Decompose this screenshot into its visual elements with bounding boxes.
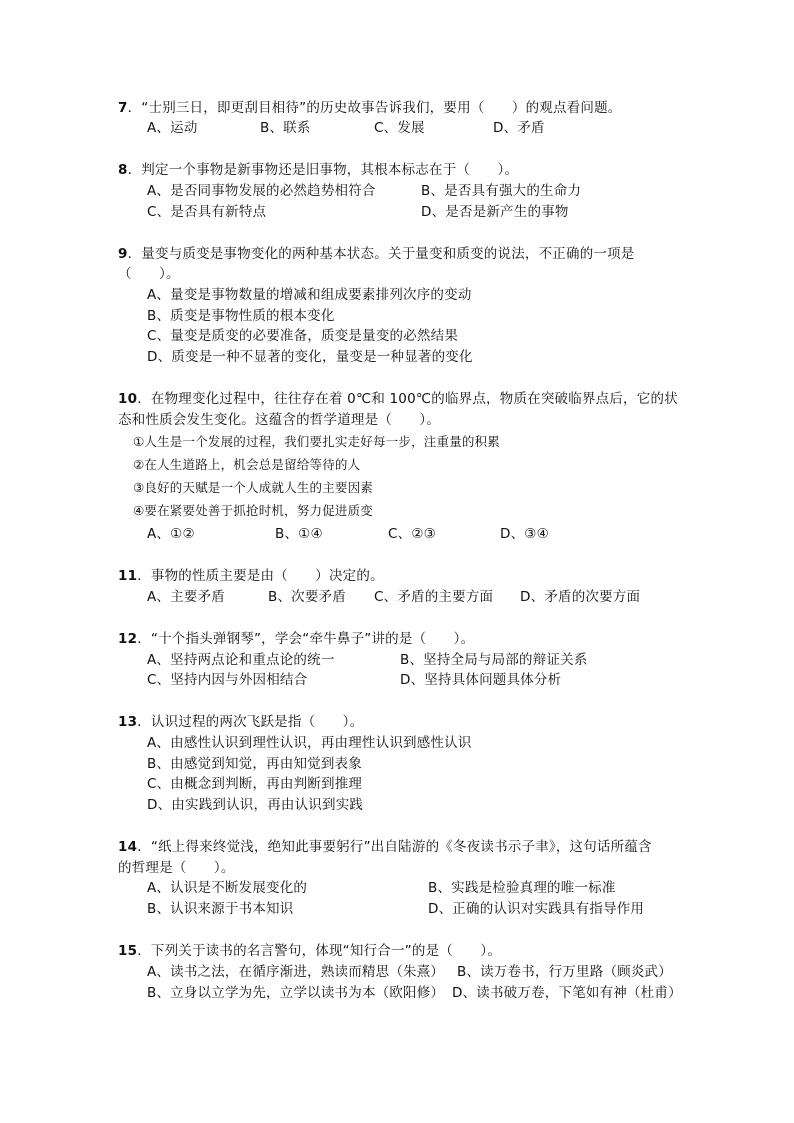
question-number: 8	[118, 162, 128, 178]
question-11-option-b[interactable]: B、次要矛盾	[268, 589, 346, 605]
question-14-option-d[interactable]: D、正确的认识对实践具有指导作用	[428, 901, 645, 917]
question-7-option-b[interactable]: B、联系	[260, 120, 311, 136]
question-7-option-c[interactable]: C、发展	[374, 120, 425, 136]
question-number: 11	[118, 568, 138, 584]
question-9-option-d[interactable]: D、质变是一种不显著的变化，量变是一种显著的变化	[147, 349, 473, 365]
question-9-stem-cont: （ ）。	[118, 266, 180, 282]
question-text: ．“士别三日，即更刮目相待”的历史故事告诉我们，要用（ ）的观点看问题。	[127, 100, 622, 116]
question-13-stem	[118, 713, 363, 731]
question-10-stem-cont: 态和性质会发生变化。这蕴含的哲学道理是（ ）。	[118, 412, 441, 428]
question-10-item-3: ③良好的天赋是一个人成就人生的主要因素	[133, 480, 374, 495]
question-10-item-4: ④要在紧要处善于抓抢时机，努力促进质变	[133, 503, 374, 518]
question-15-stem	[118, 942, 501, 960]
question-12-option-c[interactable]: C、坚持内因与外因相结合	[147, 672, 308, 688]
question-8-option-d[interactable]: D、是否是新产生的事物	[421, 204, 569, 220]
question-10-item-2: ②在人生道路上，机会总是留给等待的人	[133, 457, 361, 472]
question-14-option-b[interactable]: B、实践是检验真理的唯一标准	[428, 880, 616, 896]
question-number: 10	[118, 391, 138, 407]
question-13-option-c[interactable]: C、由概念到判断，再由判断到推理	[147, 776, 363, 792]
question-text: ．判定一个事物是新事物还是旧事物，其根本标志在于（ ）。	[127, 162, 519, 178]
question-text: ．量变与质变是事物变化的两种基本状态。关于量变和质变的说法，不正确的一项是	[127, 246, 635, 262]
question-8-option-c[interactable]: C、是否具有新特点	[147, 204, 267, 220]
question-13-option-a[interactable]: A、由感性认识到理性认识，再由理性认识到感性认识	[147, 735, 472, 751]
question-11-option-a[interactable]: A、主要矛盾	[147, 589, 225, 605]
question-12-stem	[118, 630, 474, 648]
question-8-option-b[interactable]: B、是否具有强大的生命力	[421, 183, 582, 199]
question-10-item-1: ①人生是一个发展的过程，我们要扎实走好每一步，注重量的积累	[133, 434, 501, 449]
question-15-option-b[interactable]: B、读万卷书，行万里路（顾炎武）	[457, 964, 672, 980]
question-10-option-a[interactable]: A、①②	[147, 526, 195, 542]
question-15-option-a[interactable]: A、读书之法，在循序渐进，熟读而精思（朱熹）	[147, 964, 445, 980]
question-9-option-b[interactable]: B、质变是事物性质的根本变化	[147, 308, 335, 324]
question-15-option-c[interactable]: B、立身以立学为先，立学以读书为本（欧阳修）	[147, 985, 445, 1001]
question-9-stem	[118, 245, 635, 263]
question-10-option-d[interactable]: D、③④	[500, 526, 549, 542]
question-text: ．事物的性质主要是由（ ）决定的。	[137, 568, 384, 584]
question-14-option-a[interactable]: A、认识是不断发展变化的	[147, 880, 308, 896]
question-12-option-b[interactable]: B、坚持全局与局部的辩证关系	[400, 652, 588, 668]
question-12-option-d[interactable]: D、坚持具体问题具体分析	[400, 672, 562, 688]
question-7-option-a[interactable]: A、运动	[147, 120, 198, 136]
question-7-stem	[118, 99, 621, 117]
question-14-stem-cont: 的哲理是（ ）。	[118, 860, 235, 876]
question-10-stem	[118, 390, 678, 408]
question-11-stem	[118, 567, 384, 585]
question-8-stem	[118, 161, 518, 179]
question-number: 15	[118, 943, 138, 959]
question-text: ．认识过程的两次飞跃是指（ ）。	[137, 714, 364, 730]
question-11-option-d[interactable]: D、矛盾的次要方面	[520, 589, 641, 605]
question-12-option-a[interactable]: A、坚持两点论和重点论的统一	[147, 652, 335, 668]
question-14-option-c[interactable]: B、认识来源于书本知识	[147, 901, 294, 917]
question-text: ．下列关于读书的名言警句，体现“知行合一”的是（ ）。	[137, 943, 502, 959]
question-10-option-b[interactable]: B、①④	[275, 526, 323, 542]
question-7-option-d[interactable]: D、矛盾	[493, 120, 545, 136]
question-10-option-c[interactable]: C、②③	[388, 526, 436, 542]
question-9-option-a[interactable]: A、量变是事物数量的增减和组成要素排列次序的变动	[147, 287, 472, 303]
question-number: 12	[118, 631, 138, 647]
question-9-option-c[interactable]: C、量变是质变的必要准备，质变是量变的必然结果	[147, 328, 459, 344]
question-text: ．“十个指头弹钢琴”，学会“牵牛鼻子”讲的是（ ）。	[137, 631, 475, 647]
question-text: ．“纸上得来终觉浅，绝知此事要躬行”出自陆游的《冬夜读书示子聿》，这句话所蕴含	[137, 839, 652, 855]
question-text: ．在物理变化过程中，往往存在着 0℃和 100℃的临界点，物质在突破临界点后，它的状	[137, 391, 678, 407]
question-13-option-d[interactable]: D、由实践到认识，再由认识到实践	[147, 797, 364, 813]
question-number: 13	[118, 714, 138, 730]
question-14-stem	[118, 838, 652, 856]
question-11-option-c[interactable]: C、矛盾的主要方面	[374, 589, 494, 605]
question-number: 7	[118, 100, 128, 116]
question-15-option-d[interactable]: D、读书破万卷，下笔如有神（杜甫）	[452, 985, 682, 1001]
question-number: 14	[118, 839, 138, 855]
question-number: 9	[118, 246, 128, 262]
question-8-option-a[interactable]: A、是否同事物发展的必然趋势相符合	[147, 183, 376, 199]
question-13-option-b[interactable]: B、由感觉到知觉，再由知觉到表象	[147, 756, 362, 772]
